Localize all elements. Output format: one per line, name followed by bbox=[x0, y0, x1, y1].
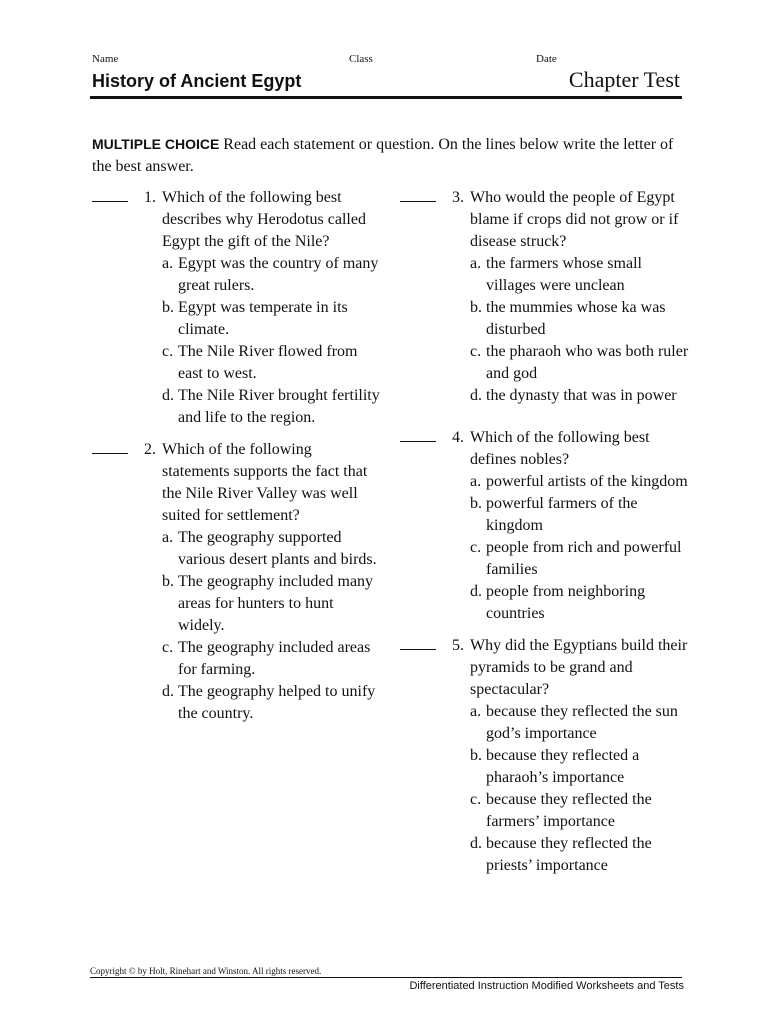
question-2 bbox=[92, 439, 382, 725]
choice-2a: a. The geography supported various desert plants and birds. bbox=[162, 529, 377, 568]
question-text: Who would the people of Egypt blame if crops did not grow or if disease struck? bbox=[470, 189, 679, 250]
question-text: Which of the following best defines nobles? bbox=[470, 429, 650, 468]
choice-1b: b. Egypt was temperate in its climate. bbox=[162, 299, 348, 338]
choice-4d: d. people from neighboring countries bbox=[470, 583, 646, 622]
choice-2d: d. The geography helped to unify the country. bbox=[162, 683, 376, 722]
date-label: Date bbox=[536, 53, 557, 65]
answer-blank-5[interactable] bbox=[400, 649, 436, 650]
choice-3d: d. the dynasty that was in power bbox=[470, 387, 677, 404]
question-number: 1. bbox=[144, 189, 156, 206]
question-text: Which of the following statements supports the fact that the Nile River Valley was well suited for settlement? bbox=[162, 441, 368, 524]
answer-blank-3[interactable] bbox=[400, 201, 436, 202]
copyright-notice: Copyright © by Holt, Rinehart and Winston. All rights reserved. bbox=[90, 966, 322, 976]
choice-5c: c. because they reflected the farmers’ importance bbox=[470, 791, 652, 830]
choice-4c: c. people from rich and powerful families bbox=[470, 539, 682, 578]
choice-2c: c. The geography included areas for farming. bbox=[162, 639, 371, 678]
question-4 bbox=[400, 427, 690, 625]
instructions-text: Read each statement or question. On the lines below write the letter of the best answer. bbox=[92, 136, 674, 175]
question-3 bbox=[400, 187, 690, 407]
chapter-test-label: Chapter Test bbox=[568, 67, 680, 92]
right-column bbox=[400, 187, 690, 887]
choice-1d: d. The Nile River brought fertility and life to the region. bbox=[162, 387, 380, 426]
answer-blank-1[interactable] bbox=[92, 201, 128, 202]
class-label: Class bbox=[349, 53, 373, 65]
choice-2b: b. The geography included many areas for hunters to hunt widely. bbox=[162, 573, 374, 634]
instructions-heading: MULTIPLE CHOICE bbox=[92, 136, 220, 152]
choice-1a: a. Egypt was the country of many great rulers. bbox=[162, 255, 379, 294]
answer-blank-2[interactable] bbox=[92, 453, 128, 454]
instructions bbox=[92, 133, 682, 178]
name-label: Name bbox=[92, 53, 119, 65]
question-number: 2. bbox=[144, 441, 156, 458]
answer-blank-4[interactable] bbox=[400, 441, 436, 442]
choice-5b: b. because they reflected a pharaoh’s importance bbox=[470, 747, 640, 786]
choice-4b: b. powerful farmers of the kingdom bbox=[470, 495, 638, 534]
choice-3b: b. the mummies whose ka was disturbed bbox=[470, 299, 666, 338]
choice-5d: d. because they reflected the priests’ importance bbox=[470, 835, 652, 874]
choice-3a: a. the farmers whose small villages were unclean bbox=[470, 255, 642, 294]
series-title: Differentiated Instruction Modified Worksheets and Tests bbox=[409, 980, 684, 992]
question-1 bbox=[92, 187, 382, 429]
choice-5a: a. because they reflected the sun god’s importance bbox=[470, 703, 678, 742]
question-5 bbox=[400, 635, 690, 877]
question-number: 5. bbox=[452, 637, 464, 654]
question-number: 4. bbox=[452, 429, 464, 446]
choice-1c: c. The Nile River flowed from east to west. bbox=[162, 343, 358, 382]
choice-3c: c. the pharaoh who was both ruler and god bbox=[470, 343, 689, 382]
left-column bbox=[92, 187, 382, 735]
question-text: Why did the Egyptians build their pyramids to be grand and spectacular? bbox=[470, 637, 688, 698]
question-text: Which of the following best describes why Herodotus called Egypt the gift of the Nile? bbox=[162, 189, 366, 250]
choice-4a: a. powerful artists of the kingdom bbox=[470, 473, 688, 490]
header-rule bbox=[90, 96, 682, 99]
question-number: 3. bbox=[452, 189, 464, 206]
footer-rule bbox=[90, 977, 682, 978]
worksheet-title: History of Ancient Egypt bbox=[92, 71, 302, 91]
